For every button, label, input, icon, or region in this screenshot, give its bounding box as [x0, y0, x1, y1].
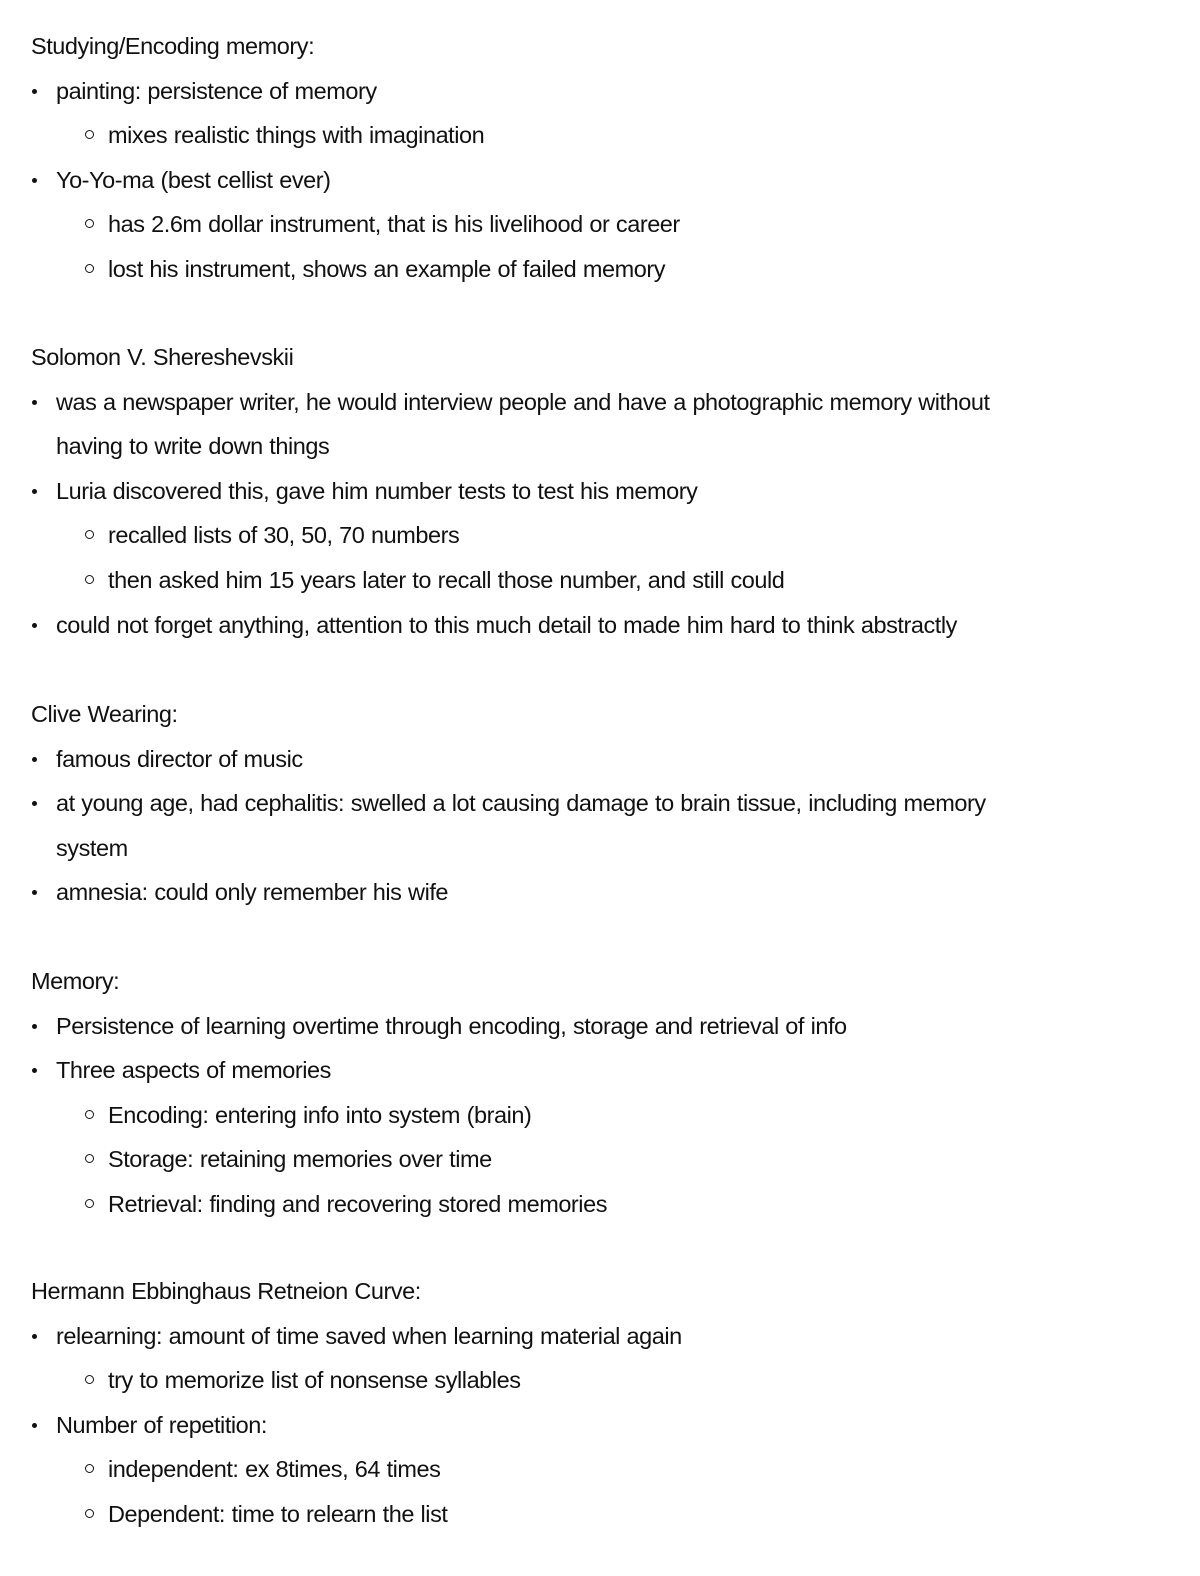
sub-bullet-item: [31, 1358, 1171, 1403]
bullet-continuation: having to write down things: [56, 433, 330, 460]
sub-bullet-item: [31, 558, 1171, 603]
sub-bullet-item: [31, 1447, 1171, 1492]
bullet-item: [31, 870, 1171, 915]
bullet-item: [31, 737, 1171, 782]
bullet-text: amnesia: could only remember his wife: [56, 879, 449, 906]
section-heading: Memory:: [31, 968, 120, 994]
sub-bullet-text: independent: ex 8times, 64 times: [108, 1456, 441, 1483]
section-solomon-shereshevskii: [31, 335, 1171, 647]
bullet-text: at young age, had cephalitis: swelled a lot causing damage to brain tissue, including memory: [56, 790, 986, 817]
bullet-item: [31, 1004, 1171, 1049]
sub-bullet-item: [31, 1182, 1171, 1227]
bullet-item: [31, 1048, 1171, 1093]
bullet-text: relearning: amount of time saved when learning material again: [56, 1322, 682, 1349]
section-heading: Studying/Encoding memory:: [31, 33, 315, 59]
bullet-item: [31, 158, 1171, 203]
bullet-text: Yo-Yo-ma (best cellist ever): [56, 166, 331, 193]
sub-bullet-text: recalled lists of 30, 50, 70 numbers: [108, 522, 460, 549]
bullet-item: [31, 69, 1171, 114]
sub-bullet-item: [31, 113, 1171, 158]
sub-bullet-text: Encoding: entering info into system (brain): [108, 1101, 532, 1128]
bullet-item: [31, 1314, 1171, 1359]
sub-bullet-text: then asked him 15 years later to recall those number, and still could: [108, 566, 785, 593]
bullet-item: [31, 469, 1171, 514]
sub-bullet-item: [31, 247, 1171, 292]
section-heading: Clive Wearing:: [31, 701, 178, 727]
sub-bullet-item: [31, 1492, 1171, 1537]
sub-bullet-item: [31, 202, 1171, 247]
bullet-text: Three aspects of memories: [56, 1057, 331, 1084]
sub-bullet-text: mixes realistic things with imagination: [108, 122, 485, 149]
bullet-text: painting: persistence of memory: [56, 77, 377, 104]
sub-bullet-text: try to memorize list of nonsense syllables: [108, 1367, 521, 1394]
section-clive-wearing: [31, 692, 1171, 915]
bullet-text: Luria discovered this, gave him number tests to test his memory: [56, 477, 698, 504]
sub-bullet-text: lost his instrument, shows an example of failed memory: [108, 255, 665, 282]
bullet-item: [31, 603, 1171, 648]
sub-bullet-text: Storage: retaining memories over time: [108, 1146, 492, 1173]
bullet-item: [31, 1403, 1171, 1448]
bullet-text: Number of repetition:: [56, 1411, 267, 1438]
bullet-text: was a newspaper writer, he would interview people and have a photographic memory without: [56, 388, 990, 415]
section-studying-encoding-memory: [31, 24, 1171, 292]
bullet-text: famous director of music: [56, 745, 303, 772]
sub-bullet-text: has 2.6m dollar instrument, that is his livelihood or career: [108, 211, 680, 238]
sub-bullet-item: [31, 1137, 1171, 1182]
bullet-continuation: system: [56, 834, 128, 861]
section-memory: [31, 959, 1171, 1227]
section-heading: Solomon V. Shereshevskii: [31, 344, 294, 370]
sub-bullet-item: [31, 513, 1171, 558]
section-heading: Hermann Ebbinghaus Retneion Curve:: [31, 1278, 421, 1304]
bullet-text: could not forget anything, attention to this much detail to made him hard to think abstractly: [56, 611, 957, 638]
section-ebbinghaus-retention-curve: [31, 1269, 1171, 1537]
sub-bullet-text: Retrieval: finding and recovering stored memories: [108, 1190, 607, 1217]
sub-bullet-text: Dependent: time to relearn the list: [108, 1500, 448, 1527]
bullet-text: Persistence of learning overtime through encoding, storage and retrieval of info: [56, 1012, 847, 1039]
bullet-item: [31, 380, 1171, 425]
bullet-item: [31, 781, 1171, 826]
sub-bullet-item: [31, 1093, 1171, 1138]
